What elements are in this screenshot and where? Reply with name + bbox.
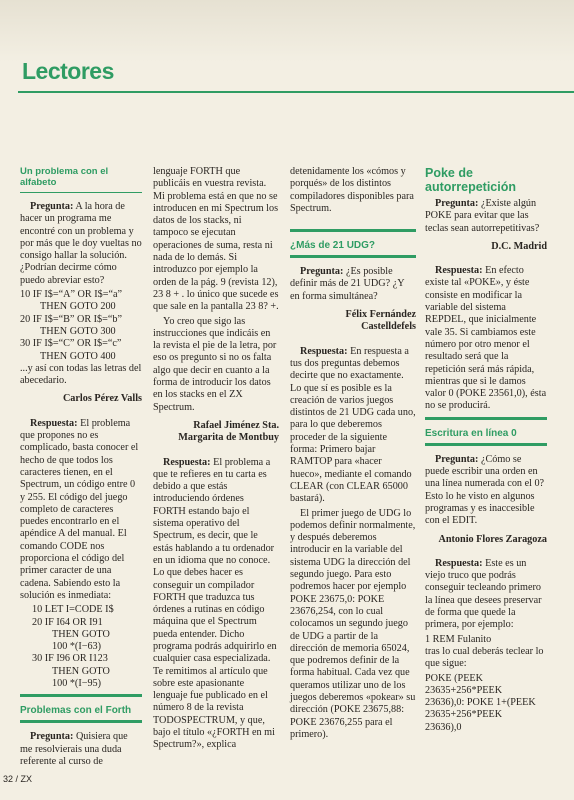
question-label: Pregunta: (30, 201, 74, 212)
answer (20, 418, 142, 602)
page-number: 32 / ZX (3, 774, 33, 784)
code-line: 23636),0: POKE 1+(PEEK (425, 697, 536, 709)
page-top-band (0, 0, 574, 62)
section-rule (425, 417, 547, 420)
code-line: 23635+256*PEEK (425, 709, 503, 721)
body-text: ...y así con todas las letras del abecedario. (20, 362, 142, 387)
question (290, 266, 416, 303)
letter-heading: ¿Más de 21 UDG? (290, 240, 376, 252)
letter-heading: Escritura en línea 0 (425, 427, 517, 439)
code-line: 23636),0 (425, 721, 462, 733)
code-line: 20 IF I$=“B” OR I$=“b” (20, 313, 123, 325)
code-line: 1 REM Fulanito (425, 633, 492, 645)
answer-label: Respuesta: (163, 456, 211, 468)
code-line: THEN GOTO 400 (40, 350, 116, 362)
code-listing (20, 604, 142, 690)
code-listing (20, 289, 142, 363)
answer-label: Respuesta: (435, 557, 483, 569)
code-listing (425, 673, 547, 734)
code-line: THEN GOTO (52, 628, 110, 640)
code-listing (425, 634, 547, 646)
body-text: lenguaje FORTH que publicáis en vuestra revista. Mi problema está en que no se introducen en mi Spectrum los datos de los stacks, ni tampoco se ejecutan operaciones de suma, resta ni nada de lo demás. Si introduzco por ejemplo la orden de la pág. 9 (revista 12), 23 8 + . lo único que sucede es que sale en la pantalla 23 8? +. (153, 166, 279, 313)
question-text: Quisiera que me resolvierais una duda referente al curso de (20, 731, 128, 767)
letter-author: Rafael Jiménez Sta. Margarita de Montbuy (178, 419, 279, 444)
column-2 (153, 166, 279, 754)
letter-heading: Poke de autorrepetición (425, 166, 516, 194)
section-rule (20, 720, 142, 723)
section-rule (20, 694, 142, 697)
letter-author: Félix Fernández Castelldefels (345, 309, 416, 333)
code-line: 10 LET I=CODE I$ (32, 604, 114, 616)
body-text: tras lo cual deberás teclear lo que sigue: (425, 645, 544, 670)
body-text: Yo creo que sigo las instrucciones que indicáis en la revista el pie de la letra, por eso os pregunto si no os falta algo que decir en cuanto a la forma de introducir los datos en los stacks en el ZX Spectrum. (153, 315, 277, 413)
code-line: 10 IF I$=“A” OR I$=“a” (20, 289, 123, 301)
answer-text: El problema que propones no es complicado, basta conocer el hecho de que todos los caracteres tienen, en el Spectrum, un código entre 0 y 255. El código del juego completo de caracteres puedes encontrarlo en el apéndice A del manual. El comando CODE nos proporciona el código del primer caracter de una cadena. Sabiendo esto la solución es inmediata: (20, 417, 139, 601)
letter-heading: Un problema con el alfabeto (20, 166, 109, 188)
question-text: A la hora de hacer un programa me encontré con un problema y por más que le doy vueltas no consigo hallar la solución. ¿Podrían decirme cómo puedo abreviar esto? (20, 201, 142, 286)
answer-text: Este es un viejo truco que podrás conseguir tecleando primero la línea que desees preservar de forma que quede la primera, por ejemplo: (425, 557, 542, 631)
column-1 (20, 166, 142, 770)
answer (290, 346, 416, 506)
answer (425, 558, 547, 632)
answer-label: Respuesta: (30, 417, 78, 429)
section-rule (425, 443, 547, 446)
answer (153, 457, 279, 752)
letter-author: Carlos Pérez Valls (62, 393, 142, 405)
code-line: THEN GOTO (52, 665, 110, 677)
question-label: Pregunta: (435, 198, 479, 209)
code-line: THEN GOTO 300 (40, 325, 116, 337)
answer-text: El problema a que te refieres en tu carta es debido a que estás introduciendo órdenes FORTH estando bajo el sistema operativo del Spectrum, es decir, que le estás hablando a tu ordenador en un idioma que no conoce. Lo que debes hacer es conseguir un compilador FORTH que traduzca tus órdenes a rutinas en código máquina que el Spectrum pueda entender. Dicho programa podrás adquirirlo en cualquier casa especializada. Te remitimos al artículo que sobre este apasionante lenguaje fue publicado en el número 8 de la revista TODOSPECTRUM, y que, bajo el título «¿FORTH en mi Spectrum?», explica (153, 456, 277, 751)
question-text: ¿Cómo se puede escribir una orden en una línea numerada con el 0? Esto lo he visto en algunos programas y es inaccesible con el EDIT. (425, 453, 545, 527)
code-line: 100 *(I−95) (52, 677, 102, 689)
heading-rule (20, 192, 142, 193)
answer (425, 265, 547, 413)
letter-author: D.C. Madrid (491, 240, 547, 252)
column-3 (290, 166, 416, 743)
question-label: Pregunta: (435, 453, 479, 465)
question-label: Pregunta: (300, 266, 344, 278)
column-4 (425, 166, 547, 734)
question-text: ¿Existe algún POKE para evitar que las teclas sean autorrepetitivas? (425, 198, 540, 234)
code-line: 20 IF I64 OR I91 (32, 616, 103, 628)
code-line: THEN GOTO 200 (40, 301, 116, 313)
answer-text: En efecto existe tal «POKE», y éste consiste en modificar la variable del sistema REPDEL, que inicialmente vale 35. Si cambiamos este número por otro menor el resultado será que la repetición será más rápida, mientras que si le damos valor 0 (POKE 23561,0), ésta no se producirá. (425, 265, 547, 412)
question (20, 731, 142, 768)
question-text: ¿Es posible definir más de 21 UDG? ¿Y en forma simultánea? (290, 266, 405, 302)
code-line: 30 IF I96 OR I123 (32, 653, 108, 665)
code-line: 30 IF I$=“C” OR I$=“c” (20, 338, 122, 350)
question (425, 198, 547, 235)
code-line: 23635+256*PEEK (425, 684, 503, 696)
answer-label: Respuesta: (435, 265, 483, 277)
question-label: Pregunta: (30, 731, 74, 743)
answer-text: En respuesta a tus dos preguntas debemos decirte que no exactamente. Lo que sí es posible es la creación de varios juegos distintos de 21 UDG cada uno, para lo que deberemos proceder de la siguiente forma: Primero bajar RAMTOP para «hacer hueco», mediante el comando CLEAR (con CLEAR 65000 bastará). (290, 345, 416, 505)
code-line: POKE (PEEK (425, 672, 484, 684)
body-text: detenidamente los «cómos y porqués» de los distintos compiladores disponibles para Spectrum. (290, 166, 414, 214)
letter-heading: Problemas con el Forth (20, 705, 132, 717)
letter-author: Antonio Flores Zaragoza (438, 533, 547, 545)
section-rule (290, 229, 416, 232)
title-rule (18, 91, 574, 93)
code-line: 100 *(I−63) (52, 641, 102, 653)
answer-label: Respuesta: (300, 345, 348, 357)
section-title: Lectores (22, 58, 114, 84)
body-text: El primer juego de UDG lo podemos definir normalmente, y después deberemos introducir en la variable del sistema UDG la dirección del segundo juego. Para esto podremos hacer por ejemplo POKE 23675,0: POKE 23676,254, con lo cual colocamos un segundo juego de UDG a partir de la dirección de memoria 65024, que podremos definir de la forma habitual. Cada vez que queramos utilizar uno de los juegos deberemos «pokear» su dirección (POKE 23675,88: POKE 23676,255 para el primero). (290, 507, 416, 740)
question (20, 201, 142, 287)
section-rule (290, 255, 416, 258)
question (425, 454, 547, 528)
